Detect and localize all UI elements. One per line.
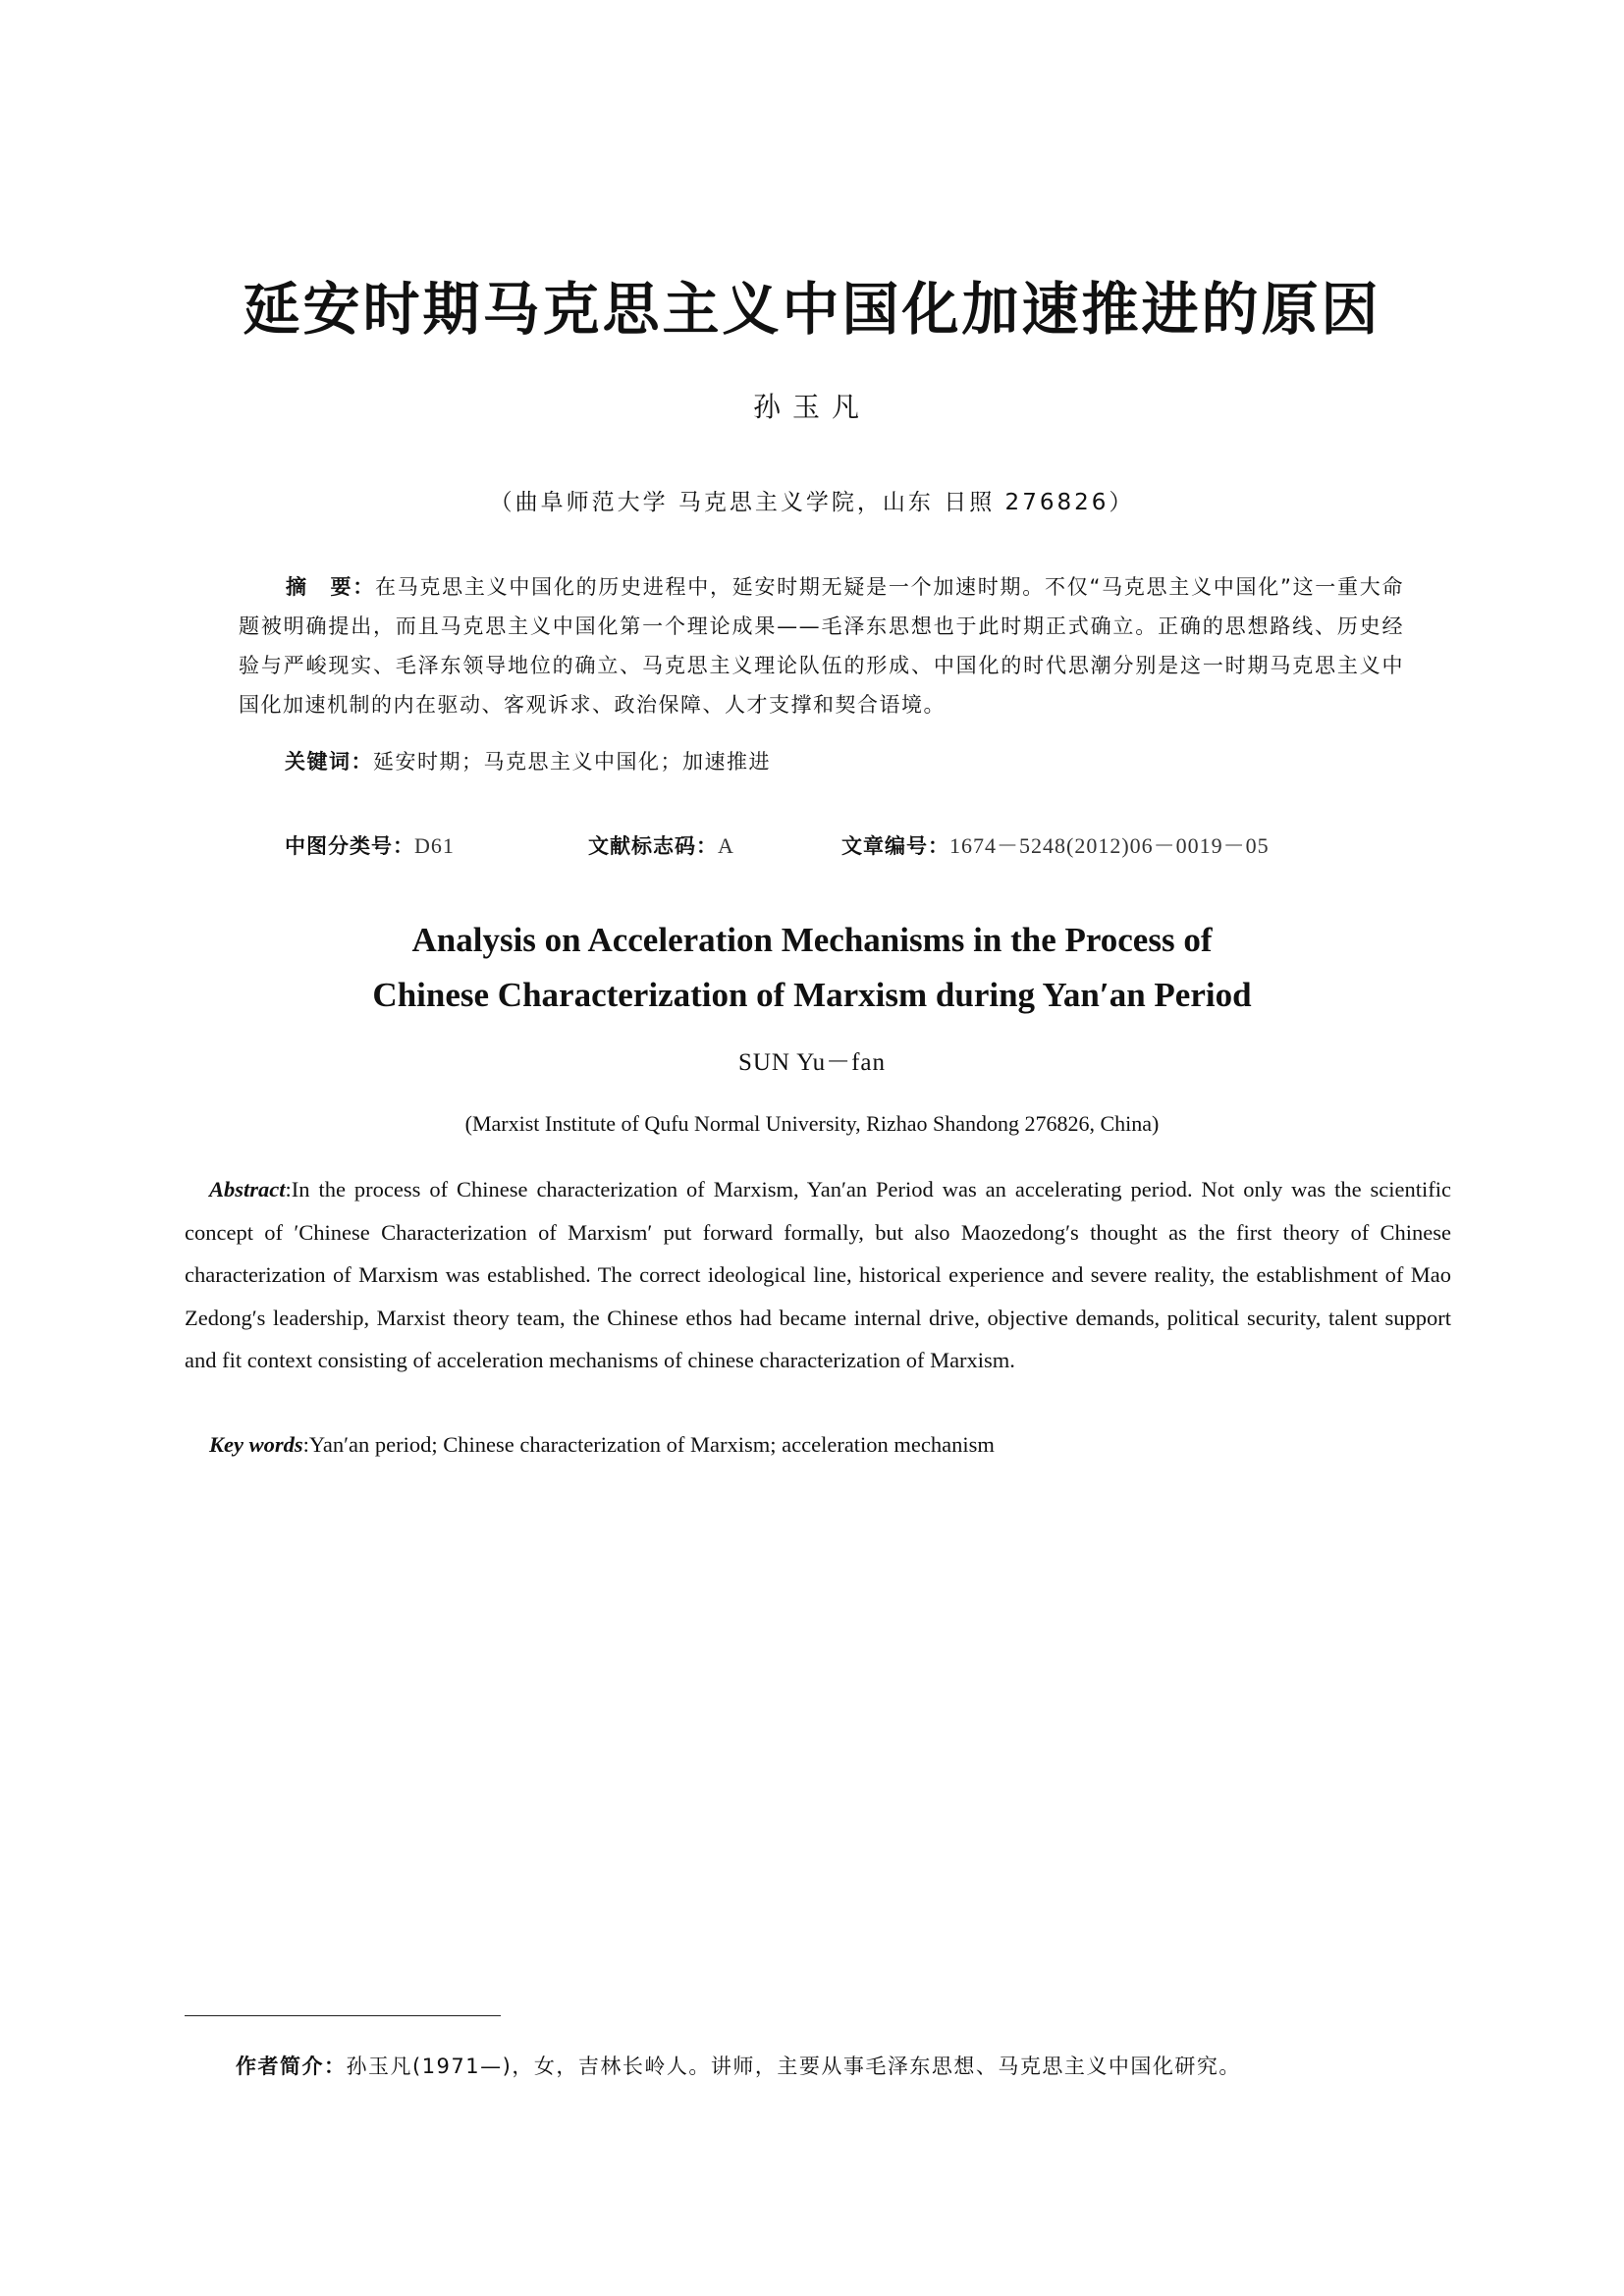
- english-abstract-text: In the process of Chinese characterization of Marxism, Yan′an Period was an accelerating period. Not only was the scientific concept of ′Chinese Characterization of Marxism′ put forward formally, but also Maozedong′s thought as the first theory of Chinese characterization of Marxism was established. The correct ideological line, historical experience and severe reality, the establishment of Mao Zedong′s leadership, Marxist theory team, the Chinese ethos had became internal drive, objective demands, political security, talent support and fit context consisting of acceleration mechanisms of chinese characterization of Marxism.: [185, 1177, 1451, 1372]
- english-keywords-label: Key words: [209, 1432, 303, 1457]
- chinese-abstract-label: 摘 要：: [286, 575, 375, 599]
- article-number-value: 1674－5248(2012)06－0019－05: [949, 833, 1270, 858]
- english-affiliation: (Marxist Institute of Qufu Normal University, Rizhao Shandong 276826, China): [464, 1111, 1160, 1136]
- author-bio-label: 作者简介：: [236, 2055, 347, 2078]
- chinese-keywords: [285, 742, 1365, 781]
- english-author: SUN Yu－fan: [737, 1049, 887, 1076]
- document-code-value: A: [718, 833, 734, 858]
- english-keywords: Key words:Yan′an period; Chinese characterization of Marxism; acceleration mechanism: [209, 1432, 995, 1457]
- author-bio-footnote: [236, 2052, 1463, 2081]
- english-title-line-1: Analysis on Acceleration Mechanisms in the Process of: [411, 921, 1213, 959]
- english-title: [0, 913, 1624, 1023]
- chinese-author: 孙玉凡: [752, 391, 871, 423]
- chinese-affiliation: （曲阜师范大学 马克思主义学院，山东 日照 276826）: [489, 490, 1135, 515]
- author-bio-text: 孙玉凡(1971—)，女，吉林长岭人。讲师，主要从事毛泽东思想、马克思主义中国化研究。: [346, 2055, 1241, 2078]
- chinese-keywords-label: 关键词：: [285, 750, 373, 774]
- clc-number: [285, 831, 455, 861]
- english-title-line-2: Chinese Characterization of Marxism during Yan′an Period: [372, 976, 1252, 1014]
- footnote-divider: [185, 2015, 501, 2016]
- chinese-abstract-text: 在马克思主义中国化的历史进程中，延安时期无疑是一个加速时期。不仅“马克思主义中国化”这一重大命题被明确提出，而且马克思主义中国化第一个理论成果——毛泽东思想也于此时期正式确立。正确的思想路线、历史经验与严峻现实、毛泽东领导地位的确立、马克思主义理论队伍的形成、中国化的时代思潮分别是这一时期马克思主义中国化加速机制的内在驱动、客观诉求、政治保障、人才支撑和契合语境。: [239, 575, 1405, 717]
- chinese-title: 延安时期马克思主义中国化加速推进的原因: [243, 276, 1381, 343]
- article-number-label: 文章编号：: [841, 834, 949, 858]
- chinese-abstract: [239, 567, 1404, 724]
- clc-value: D61: [414, 833, 455, 858]
- english-keywords-text: Yan′an period; Chinese characterization of Marxism; acceleration mechanism: [308, 1432, 995, 1457]
- document-code-label: 文献标志码：: [588, 834, 718, 858]
- chinese-keywords-text: 延安时期；马克思主义中国化；加速推进: [373, 750, 771, 774]
- english-abstract-label: Abstract: [209, 1177, 286, 1201]
- document-code: [588, 831, 734, 861]
- clc-label: 中图分类号：: [285, 834, 414, 858]
- article-number: [841, 831, 1270, 861]
- english-abstract: Abstract:In the process of Chinese characterization of Marxism, Yan′an Period was an accelerating period. Not only was the scientific concept of ′Chinese Characterization of Marxism′ put forward formally, but also Maozedong′s thought as the first theory of Chinese characterization of Marxism was established. The correct ideological line, historical experience and severe reality, the establishment of Mao Zedong′s leadership, Marxist theory team, the Chinese ethos had became internal drive, objective demands, political security, talent support and fit context consisting of acceleration mechanisms of chinese characterization of Marxism.: [185, 1177, 1451, 1372]
